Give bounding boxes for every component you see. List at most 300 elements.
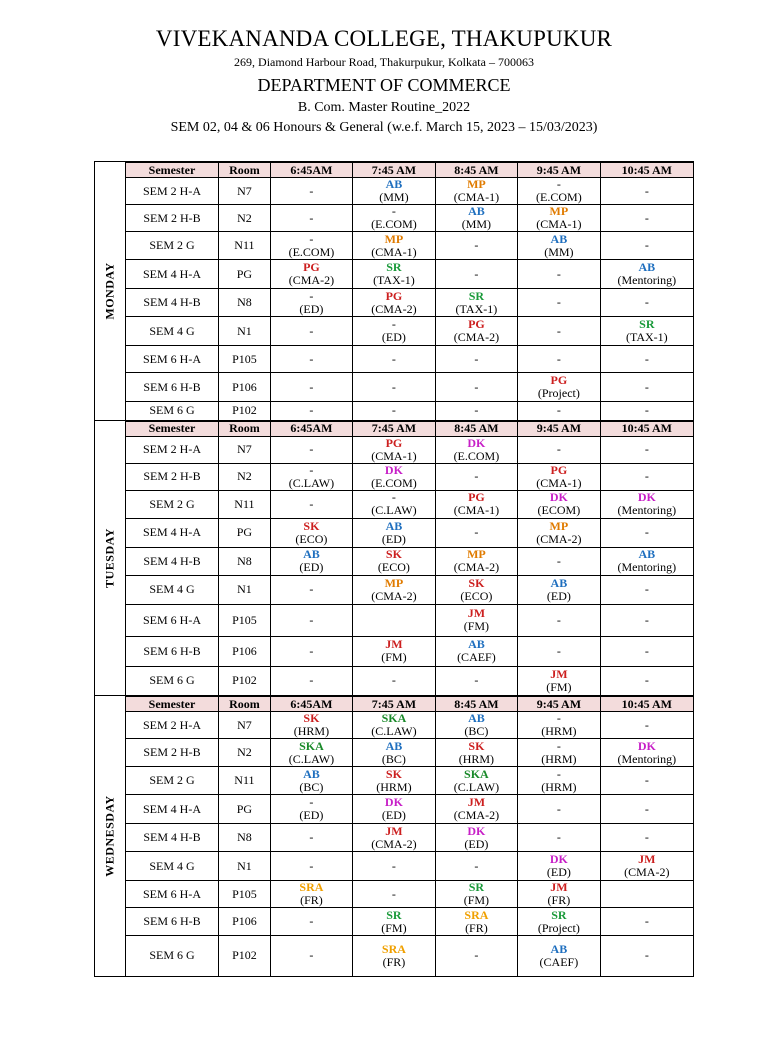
slot-cell [270,881,352,908]
faculty-code: SR [386,907,402,922]
slot-cell: - [600,436,693,463]
faculty-code: AB [385,738,403,753]
subject-code: (CAEF) [457,650,496,664]
semester-cell: SEM 2 H-A [126,436,219,463]
column-header: Semester [126,421,219,436]
slot-cell: - [270,936,352,976]
subject-code: (MM) [544,244,574,259]
day-name: MONDAY [102,262,117,320]
column-header: Room [219,163,271,178]
slot-cell [435,881,517,908]
slot-cell [435,739,517,767]
slot-cell [270,739,352,767]
semester-cell: SEM 4 H-A [126,518,219,547]
slot-cell: - [600,936,693,976]
slot-cell [435,490,517,518]
table-row [126,575,693,604]
dash-mark: - [391,204,396,218]
slot-cell: - [518,402,600,420]
faculty-code: AB [303,547,320,561]
subject-code: (HRM) [293,724,330,738]
semester-cell: SEM 6 H-A [126,346,219,373]
slot-cell: - [435,232,517,260]
slot-cell [353,739,435,767]
slot-cell: - [270,490,352,518]
subject-code: (C.LAW) [288,751,335,766]
room-cell: N8 [219,547,271,575]
slot-cell [270,232,352,260]
table-row [126,205,693,232]
subject-code: (CMA-1) [371,244,417,259]
subject-code: (FM) [381,920,407,935]
slot-cell [353,490,435,518]
faculty-code: DK [637,738,656,753]
slot-cell [353,604,435,636]
slot-cell: - [270,666,352,695]
slot-cell [435,908,517,936]
column-header: 6:45AM [270,697,352,712]
slot-cell [270,260,352,289]
subject-code: (ECO) [377,560,410,574]
slot-cell [353,636,435,666]
slot-cell: - [600,289,693,317]
slot-cell [270,547,352,575]
room-cell: PG [219,260,271,289]
faculty-code: MP [384,231,404,246]
column-header: 8:45 AM [435,421,517,436]
column-header: 8:45 AM [435,163,517,178]
semester-cell: SEM 2 G [126,490,219,518]
room-cell: N2 [219,205,271,232]
faculty-code: DK [467,823,486,838]
subject-code: (ED) [299,301,324,316]
room-cell: P106 [219,373,271,402]
slot-cell: - [518,346,600,373]
slot-cell [435,636,517,666]
faculty-code: AB [550,231,568,246]
slot-cell: - [270,373,352,402]
slot-cell [518,232,600,260]
table-row [126,289,693,317]
faculty-code: AB [468,204,485,218]
faculty-code: JM [385,823,403,838]
slot-cell: - [600,373,693,402]
dash-mark: - [556,738,561,753]
slot-cell: - [600,824,693,852]
subject-code: (ECO) [295,531,328,546]
subject-code: (CMA-2) [536,531,582,546]
routine-title: B. Com. Master Routine_2022 [297,100,471,115]
dash-mark: - [556,766,561,781]
subject-code: (E.COM) [288,244,335,259]
faculty-code: SRA [299,880,324,894]
subject-code: (BC) [381,751,406,766]
subject-code: (C.LAW) [371,724,417,738]
subject-code: (HRM) [541,751,577,766]
faculty-code: AB [638,547,656,561]
subject-code: (CMA-2) [371,836,417,851]
subject-code: (CAEF) [539,954,579,969]
table-row [126,346,693,373]
subject-code: (C.LAW) [453,779,500,794]
slot-cell [353,463,435,490]
faculty-code: PG [550,462,568,477]
slot-cell [518,881,600,908]
subject-code: (CMA-2) [288,273,335,287]
subject-code: (Mentoring) [617,560,677,574]
slot-cell [270,289,352,317]
faculty-code: JM [638,852,656,866]
subject-code: (FM) [463,893,490,907]
slot-cell [353,824,435,852]
subject-code: (Project) [537,920,580,935]
subject-code: (ECO) [460,588,493,603]
faculty-code: SK [468,575,485,590]
faculty-code: PG [385,435,403,450]
faculty-code: PG [468,490,485,504]
slot-cell: - [600,666,693,695]
slot-cell [435,205,517,232]
room-cell: N8 [219,824,271,852]
subject-code: (CMA-2) [453,808,500,822]
subject-code: (E.COM) [371,217,417,231]
faculty-code: SKA [299,738,324,753]
table-row [126,547,693,575]
semester-cell: SEM 6 G [126,402,219,420]
slot-cell: - [600,604,693,636]
faculty-code: SK [468,738,485,753]
faculty-code: PG [303,260,320,274]
faculty-code: AB [468,711,485,725]
faculty-code: DK [549,490,568,504]
slot-cell: - [518,604,600,636]
faculty-code: AB [550,575,568,590]
column-header: 8:45 AM [435,697,517,712]
table-row [126,317,693,346]
day-block-monday [94,161,694,421]
slot-cell: - [270,636,352,666]
faculty-code: SR [639,317,655,331]
table-row [126,518,693,547]
dash-mark: - [474,266,479,281]
slot-cell [518,767,600,795]
slot-cell: - [518,289,600,317]
department-title: DEPARTMENT OF COMMERCE [257,75,511,95]
room-cell: N8 [219,289,271,317]
semester-cell: SEM 4 H-B [126,547,219,575]
semester-cell: SEM 6 H-B [126,373,219,402]
slot-cell: - [518,547,600,575]
slot-cell: - [270,205,352,232]
faculty-code: MP [467,547,486,561]
slot-cell [435,767,517,795]
column-header: 7:45 AM [353,163,435,178]
room-cell: N1 [219,575,271,604]
subject-code: (ED) [546,588,571,603]
subject-code: (TAX-1) [625,330,668,344]
slot-cell [353,178,435,205]
day-name: WEDNESDAY [102,795,117,877]
subject-code: (E.COM) [536,190,582,204]
slot-cell [270,463,352,490]
faculty-code: JM [385,637,403,651]
subject-code: (Mentoring) [617,751,677,766]
subject-code: (BC) [464,724,489,738]
slot-cell [435,436,517,463]
table-row [126,908,693,936]
college-title: VIVEKANANDA COLLEGE, THAKUPUKUR [155,26,613,51]
table-row [126,666,693,695]
faculty-code: SR [468,288,485,303]
room-cell: N11 [219,232,271,260]
table-row [126,604,693,636]
slot-cell: - [600,518,693,547]
faculty-code: SRA [464,907,489,922]
slot-cell: - [600,402,693,420]
subject-code: (ECOM) [537,503,581,517]
subject-code: (CMA-2) [371,301,417,316]
subject-code: (CMA-1) [453,190,500,204]
slot-cell [270,767,352,795]
slot-cell: - [435,373,517,402]
subject-code: (C.LAW) [288,475,335,490]
faculty-code: PG [468,317,485,331]
faculty-code: SK [303,711,320,725]
table-row [126,936,693,976]
slot-cell [518,575,600,604]
slot-cell: - [270,852,352,881]
table-row [126,881,693,908]
dash-mark: - [309,288,314,303]
column-header: 10:45 AM [600,697,693,712]
semester-cell: SEM 2 H-B [126,205,219,232]
college-address: 269, Diamond Harbour Road, Thakurpukur, Kolkata – 700063 [234,55,534,69]
slot-cell [518,490,600,518]
slot-cell: - [270,436,352,463]
table-row [126,402,693,420]
column-header: Room [219,697,271,712]
subject-code: (MM) [379,190,409,204]
slot-cell: - [600,575,693,604]
slot-cell [435,260,517,289]
routine-table [126,162,693,420]
table-row [126,767,693,795]
slot-cell: - [270,604,352,636]
room-cell: P105 [219,346,271,373]
slot-cell: - [600,205,693,232]
column-header: 9:45 AM [518,697,600,712]
day-label [95,162,126,420]
slot-cell: - [435,463,517,490]
semester-cell: SEM 2 H-B [126,739,219,767]
faculty-code: SR [551,907,567,922]
routine-tables [94,161,694,977]
slot-cell [600,490,693,518]
semester-cell: SEM 6 H-B [126,636,219,666]
slot-cell: - [353,881,435,908]
table-row [126,373,693,402]
slot-cell: - [600,232,693,260]
subject-code: (FR) [465,920,488,935]
slot-cell: - [600,463,693,490]
room-cell: P106 [219,636,271,666]
subject-code: (E.COM) [453,448,500,463]
faculty-code: AB [385,177,403,191]
slot-cell: - [270,824,352,852]
subject-code: (CMA-1) [536,475,582,490]
faculty-code: SK [385,766,402,781]
semester-cell: SEM 4 H-B [126,824,219,852]
faculty-code: MP [384,575,404,590]
slot-cell [600,881,693,908]
day-block-tuesday [94,421,694,697]
room-cell: N11 [219,767,271,795]
subject-code: (FR) [382,954,406,969]
slot-cell: - [435,936,517,976]
column-header: 9:45 AM [518,421,600,436]
room-cell: P102 [219,936,271,976]
column-header: 7:45 AM [353,421,435,436]
slot-cell [518,739,600,767]
subject-code: (CMA-2) [453,330,500,344]
faculty-code: AB [638,260,656,274]
day-label [95,696,126,976]
slot-cell [518,666,600,695]
subject-code: (ED) [381,531,406,546]
table-row [126,739,693,767]
subject-code: (FM) [546,679,572,694]
slot-cell: - [600,908,693,936]
subject-code: (FR) [547,893,571,907]
slot-cell: - [600,795,693,824]
slot-cell: - [435,518,517,547]
slot-cell: - [518,317,600,346]
slot-cell [353,575,435,604]
faculty-code: PG [550,373,568,387]
slot-cell: - [518,436,600,463]
room-cell: N7 [219,178,271,205]
faculty-code: AB [468,637,485,651]
column-header: 6:45AM [270,163,352,178]
table-row [126,436,693,463]
slot-cell [518,712,600,739]
dash-mark: - [309,231,314,246]
faculty-code: SR [386,260,402,274]
semester-cell: SEM 2 G [126,232,219,260]
subject-code: (CMA-1) [453,503,500,517]
slot-cell [270,712,352,739]
faculty-code: SKA [381,711,407,725]
room-cell: N7 [219,436,271,463]
subject-code: (Mentoring) [617,503,677,517]
table-row [126,260,693,289]
faculty-code: PG [385,288,403,303]
subject-code: (FM) [463,619,490,633]
subject-code: (ED) [546,865,571,879]
room-cell: P106 [219,908,271,936]
subject-code: (CMA-2) [371,588,417,603]
table-row [126,636,693,666]
slot-cell: - [270,575,352,604]
subject-code: (ED) [381,330,406,344]
slot-cell [353,436,435,463]
room-cell: N1 [219,317,271,346]
slot-cell [600,260,693,289]
faculty-code: JM [467,795,486,809]
faculty-code: SRA [381,941,406,956]
slot-cell: - [435,852,517,881]
semester-cell: SEM 2 G [126,767,219,795]
slot-cell [353,232,435,260]
table-row [126,824,693,852]
subject-code: (FM) [381,650,407,664]
slot-cell [270,518,352,547]
slot-cell [353,518,435,547]
slot-cell [435,795,517,824]
room-cell: P105 [219,881,271,908]
faculty-code: JM [550,666,568,681]
slot-cell [435,317,517,346]
slot-cell: - [270,317,352,346]
semester-cell: SEM 4 H-A [126,260,219,289]
column-header: Room [219,421,271,436]
semester-cell: SEM 4 H-A [126,795,219,824]
dash-mark: - [556,711,561,725]
slot-cell: - [353,666,435,695]
subject-code: (CMA-2) [624,865,670,879]
subject-code: (Project) [537,386,580,400]
semester-cell: SEM 6 G [126,666,219,695]
faculty-code: SK [385,547,402,561]
dash-mark: - [309,462,314,477]
faculty-code: DK [384,462,403,477]
subject-code: (FR) [300,893,323,907]
column-header: 10:45 AM [600,163,693,178]
room-cell: N2 [219,739,271,767]
table-row [126,232,693,260]
semester-cell: SEM 6 H-A [126,881,219,908]
table-row [126,795,693,824]
faculty-code: MP [467,177,486,191]
slot-cell [435,547,517,575]
dash-mark: - [309,795,314,809]
subject-code: (C.LAW) [371,503,417,517]
column-header: 10:45 AM [600,421,693,436]
slot-cell: - [353,402,435,420]
slot-cell: - [353,346,435,373]
slot-cell [353,205,435,232]
slot-cell [435,604,517,636]
subject-code: (MM) [461,217,492,231]
faculty-code: SK [303,518,320,533]
table-row [126,852,693,881]
slot-cell: - [600,346,693,373]
slot-cell: - [600,712,693,739]
semester-cell: SEM 6 H-B [126,908,219,936]
slot-cell: - [518,636,600,666]
slot-cell [353,908,435,936]
column-header: 7:45 AM [353,697,435,712]
slot-cell [518,852,600,881]
slot-cell [353,795,435,824]
faculty-code: SKA [464,766,489,781]
day-block-wednesday [94,696,694,977]
slot-cell [353,936,435,976]
faculty-code: AB [385,518,403,533]
dash-mark: - [391,490,396,504]
routine-table [126,696,693,976]
faculty-code: JM [467,606,486,620]
